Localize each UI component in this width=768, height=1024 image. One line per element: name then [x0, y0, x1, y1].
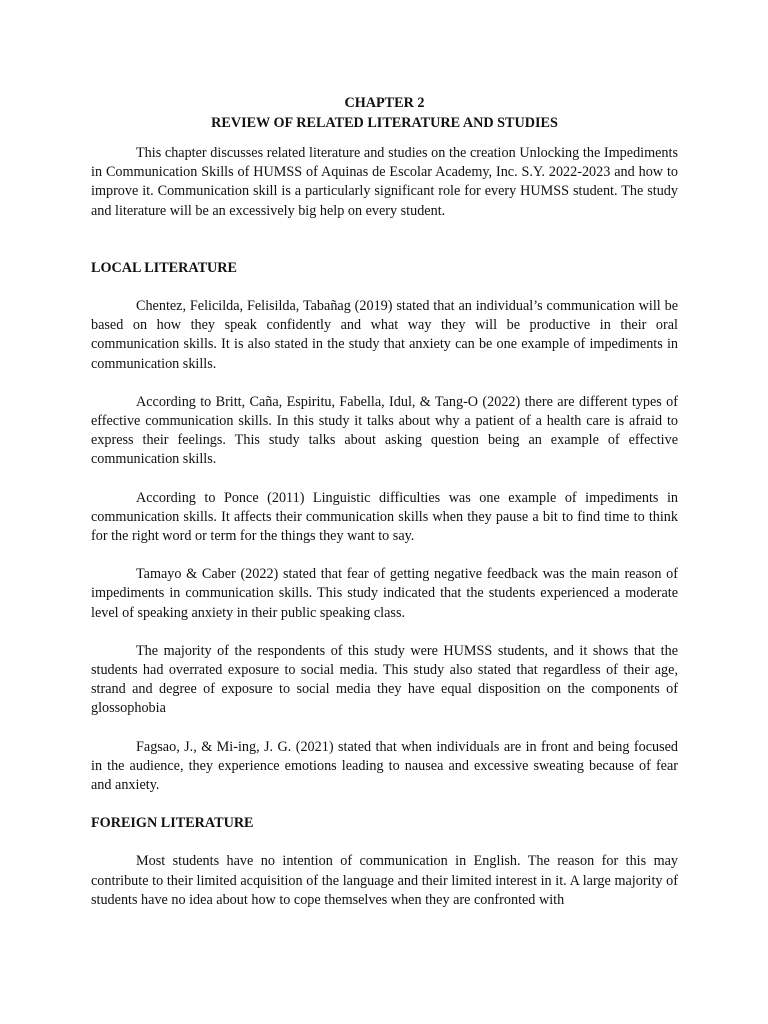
chapter-title: REVIEW OF RELATED LITERATURE AND STUDIES: [211, 115, 558, 131]
local-paragraph: The majority of the respondents of this study were HUMSS students, and it shows that the students had overrated exposure to social media. This study also stated that regardless of their age, strand and degree of exposure to social media they have equal disposition on the components of glossophobia: [91, 642, 678, 717]
intro-paragraph: This chapter discusses related literature and studies on the creation Unlocking the Impediments in Communication Skills of HUMSS of Aquinas de Escolar Academy, Inc. S.Y. 2022-2023 and how to improve it. Communication skill is a particularly significant role for every HUMSS student. The study and literature will be an excessively big help on every student.: [91, 145, 678, 219]
document-page: [91, 93, 678, 910]
chapter-number: CHAPTER 2: [344, 95, 425, 111]
local-paragraph: According to Ponce (2011) Linguistic difficulties was one example of impediments in communication skills. It affects their communication skills when they pause a bit to find time to think for the right word or term for the things they want to say.: [91, 489, 678, 545]
local-paragraph: Tamayo & Caber (2022) stated that fear of getting negative feedback was the main reason of impediments in communication skills. This study indicated that the students experienced a moderate level of speaking anxiety in their public speaking class.: [91, 566, 678, 621]
local-paragraph: Chentez, Felicilda, Felisilda, Tabañag (2019) stated that an individual’s communication will be based on how they speak confidently and what way they will be productive in their oral communication skills. It is also stated in the study that anxiety can be one example of impediments in communication skills.: [91, 298, 678, 372]
local-literature-heading: LOCAL LITERATURE: [91, 259, 237, 276]
foreign-paragraph: Most students have no intention of communication in English. The reason for this may contribute to their limited acquisition of the language and their limited interest in it. A large majority of students have no idea about how to cope themselves when they are confronted with: [91, 853, 678, 908]
foreign-literature-heading: FOREIGN LITERATURE: [91, 815, 254, 832]
local-paragraph: According to Britt, Caña, Espiritu, Fabella, Idul, & Tang-O (2022) there are different types of effective communication skills. In this study it talks about why a patient of a health care is afraid to express their feelings. This study talks about asking question being an example of effective communication skills.: [91, 393, 678, 468]
local-paragraph: Fagsao, J., & Mi-ing, J. G. (2021) stated that when individuals are in front and being focused in the audience, they experience emotions leading to nausea and excessive sweating because of fear and anxiety.: [91, 738, 678, 794]
